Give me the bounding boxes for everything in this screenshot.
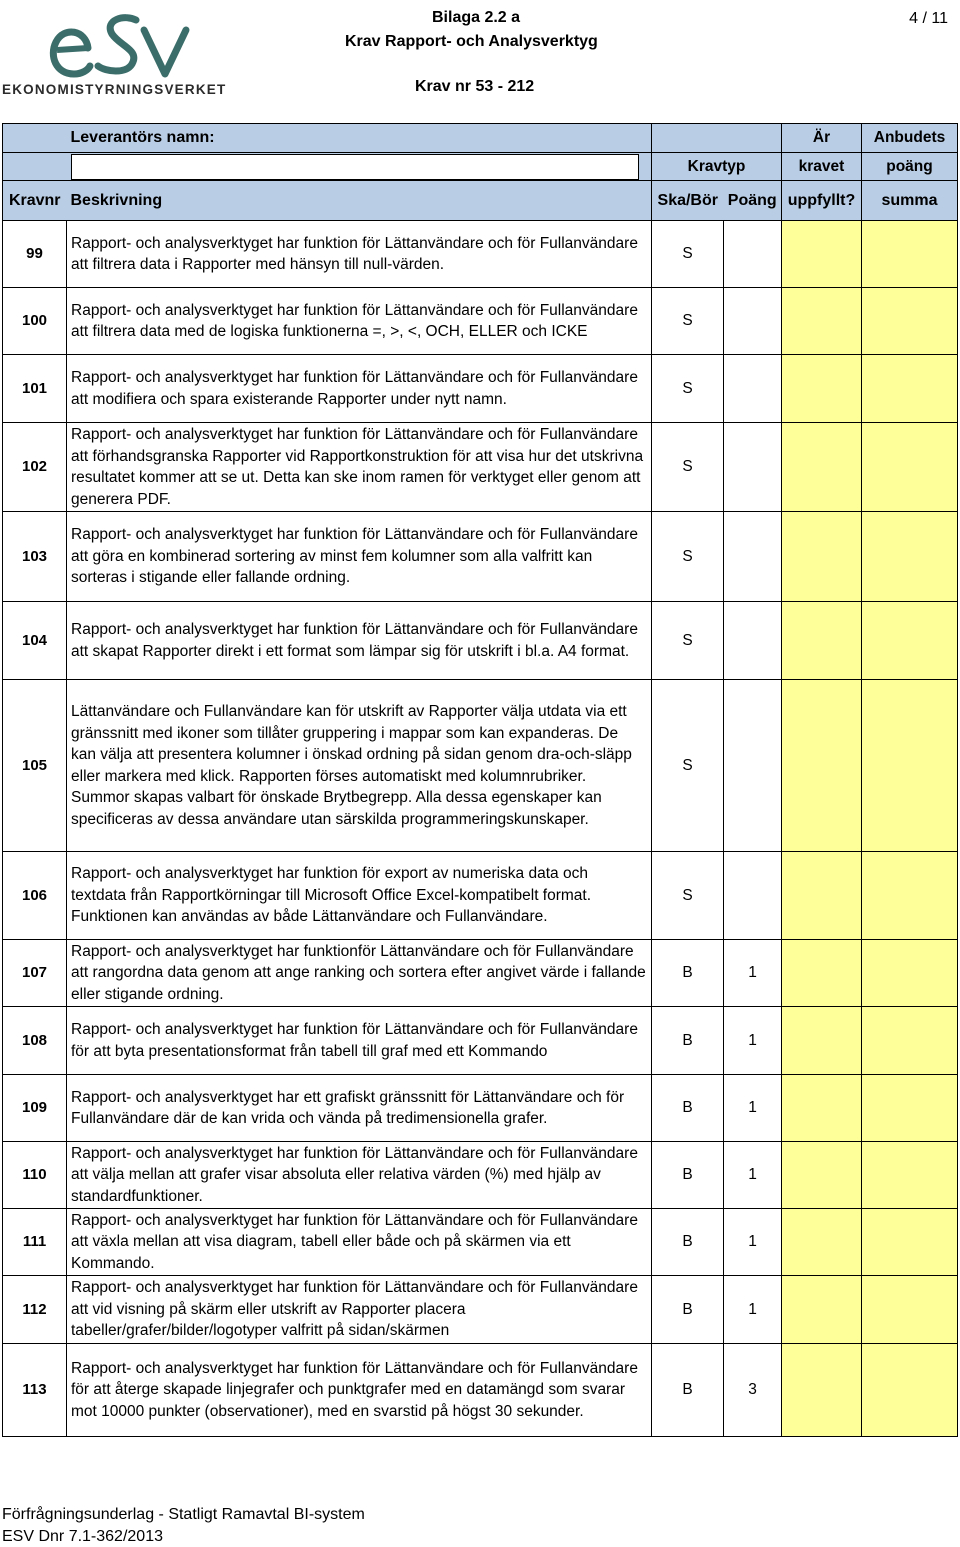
req-number: 112 — [3, 1276, 67, 1344]
req-description: Rapport- och analysverktyget har funktion för Lättanvändare och för Fullanvändare för att byta presentationsformat från tabell till graf med ett Kommando — [67, 1007, 652, 1075]
req-points: 3 — [724, 1344, 782, 1437]
req-type: B — [652, 1075, 724, 1142]
req-number: 107 — [3, 940, 67, 1007]
bid-score-input[interactable] — [862, 1344, 958, 1437]
table-row — [3, 680, 958, 852]
req-fulfilled-input[interactable] — [782, 288, 862, 355]
col-kravet: kravet — [782, 153, 862, 181]
table-row — [3, 288, 958, 355]
req-type: S — [652, 423, 724, 512]
table-row — [3, 602, 958, 680]
supplier-name-input[interactable] — [71, 154, 640, 180]
req-number: 101 — [3, 355, 67, 423]
req-fulfilled-input[interactable] — [782, 1344, 862, 1437]
supplier-name-label: Leverantörs namn: — [67, 124, 652, 153]
req-number: 108 — [3, 1007, 67, 1075]
col-poang2: poäng — [862, 153, 958, 181]
req-points: 1 — [724, 1142, 782, 1209]
req-type: S — [652, 355, 724, 423]
page-number: 4 / 11 — [909, 10, 948, 27]
req-points — [724, 288, 782, 355]
bid-score-input[interactable] — [862, 680, 958, 852]
bid-score-input[interactable] — [862, 512, 958, 602]
col-kravtyp: Kravtyp — [652, 153, 782, 181]
req-type: B — [652, 1276, 724, 1344]
req-number: 110 — [3, 1142, 67, 1209]
attachment-label: Bilaga 2.2 a — [432, 9, 521, 26]
table-row — [3, 423, 958, 512]
req-fulfilled-input[interactable] — [782, 602, 862, 680]
table-row — [3, 940, 958, 1007]
req-number: 109 — [3, 1075, 67, 1142]
requirements-table — [2, 123, 958, 1437]
table-row — [3, 1276, 958, 1344]
req-fulfilled-input[interactable] — [782, 1276, 862, 1344]
req-description: Rapport- och analysverktyget har funktion för Lättanvändare och för Fullanvändare att växla mellan att visa diagram, tabell eller både och på skärmen via ett Kommando. — [67, 1209, 652, 1276]
req-points: 1 — [724, 1075, 782, 1142]
req-description: Rapport- och analysverktyget har funktionför Lättanvändare och för Fullanvändare att rangordna data genom att ange ranking och sortera efter angivet värde i fallande eller stigande ordning. — [67, 940, 652, 1007]
req-type: B — [652, 1142, 724, 1209]
req-description: Rapport- och analysverktyget har funktion för Lättanvändare och för Fullanvändare att välja mellan att grafer visar absoluta eller relativa värden (%) med hjälp av standardfunktioner. — [67, 1142, 652, 1209]
table-row — [3, 1075, 958, 1142]
req-description: Rapport- och analysverktyget har funktion för export av numeriska data och textdata från Rapportkörningar till Microsoft Office Excel-kompatibelt format. Funktionen kan användas av både Lättanvändare och Fullanvändare. — [67, 852, 652, 940]
req-points — [724, 852, 782, 940]
header-spacer-left — [3, 124, 67, 153]
bid-score-input[interactable] — [862, 852, 958, 940]
req-type: S — [652, 221, 724, 288]
footer-title: Förfrågningsunderlag - Statligt Ramavtal BI-system — [2, 1506, 365, 1523]
req-description: Rapport- och analysverktyget har funktion för Lättanvändare och för Fullanvändare att skapat Rapporter direkt i ett format som lämpar sig för utskrift i bl.a. A4 format. — [67, 602, 652, 680]
req-fulfilled-input[interactable] — [782, 852, 862, 940]
table-row — [3, 1344, 958, 1437]
req-number: 100 — [3, 288, 67, 355]
req-points — [724, 221, 782, 288]
req-type: S — [652, 680, 724, 852]
col-anbudets: Anbudets — [862, 124, 958, 153]
table-row — [3, 852, 958, 940]
req-points — [724, 512, 782, 602]
bid-score-input[interactable] — [862, 1276, 958, 1344]
req-fulfilled-input[interactable] — [782, 1007, 862, 1075]
req-description: Rapport- och analysverktyget har funktion för Lättanvändare och för Fullanvändare att modifiera och spara existerande Rapporter under nytt namn. — [67, 355, 652, 423]
req-description: Rapport- och analysverktyget har funktion för Lättanvändare och för Fullanvändare att filtrera data med de logiska funktionerna =, >, <, OCH, ELLER och ICKE — [67, 288, 652, 355]
table-row — [3, 221, 958, 288]
req-number: 113 — [3, 1344, 67, 1437]
req-fulfilled-input[interactable] — [782, 221, 862, 288]
req-points — [724, 680, 782, 852]
table-row — [3, 1142, 958, 1209]
bid-score-input[interactable] — [862, 1142, 958, 1209]
req-description: Rapport- och analysverktyget har funktion för Lättanvändare och för Fullanvändare att förhandsgranska Rapporter vid Rapportkonstruktion för att visa hur det utskrivna resultatet kommer att se ut. Detta kan ske inom ramen för verktyget eller genom att generera PDF. — [67, 423, 652, 512]
req-points: 1 — [724, 1209, 782, 1276]
req-description: Rapport- och analysverktyget har funktion för Lättanvändare och för Fullanvändare att vid visning på skärm eller utskrift av Rapporter placera tabeller/grafer/bilder/logotyper valfritt på sidan/skärmen — [67, 1276, 652, 1344]
col-ar: Är — [782, 124, 862, 153]
col-beskrivning: Beskrivning — [67, 181, 652, 221]
col-summa: summa — [862, 181, 958, 221]
bid-score-input[interactable] — [862, 355, 958, 423]
req-description: Lättanvändare och Fullanvändare kan för utskrift av Rapporter välja utdata via ett gränssnitt med ikoner som tillåter gruppering i mappar som kan expanderas. De kan välja att presentera kolumner i önskad ordning på sidan genom dra-och-släpp eller markera med klick. Rapporten förses automatiskt med kolumnrubriker. Summor skapas valbart för önskade Brytbegrepp. Alla dessa egenskaper kan specificeras av dessa användare utan särskilda programmeringskunskaper. — [67, 680, 652, 852]
req-points: 1 — [724, 940, 782, 1007]
requirement-range: Krav nr 53 - 212 — [415, 78, 535, 95]
req-description: Rapport- och analysverktyget har ett grafiskt gränssnitt för Lättanvändare och för Fullanvändare där de kan vrida och vända på tredimensionella grafer. — [67, 1075, 652, 1142]
bid-score-input[interactable] — [862, 423, 958, 512]
table-row — [3, 512, 958, 602]
req-type: B — [652, 1007, 724, 1075]
req-number: 104 — [3, 602, 67, 680]
req-number: 102 — [3, 423, 67, 512]
logo-wordmark: EKONOMISTYRNINGSVERKET — [2, 82, 227, 97]
req-points: 1 — [724, 1276, 782, 1344]
req-fulfilled-input[interactable] — [782, 423, 862, 512]
req-fulfilled-input[interactable] — [782, 940, 862, 1007]
req-points — [724, 355, 782, 423]
req-description: Rapport- och analysverktyget har funktion för Lättanvändare och för Fullanvändare att filtrera data i Rapporter med hänsyn till null-värden. — [67, 221, 652, 288]
col-poang: Poäng — [724, 181, 782, 221]
footer-dnr: ESV Dnr 7.1-362/2013 — [2, 1528, 163, 1545]
bid-score-input[interactable] — [862, 1209, 958, 1276]
bid-score-input[interactable] — [862, 221, 958, 288]
bid-score-input[interactable] — [862, 940, 958, 1007]
req-description: Rapport- och analysverktyget har funktion för Lättanvändare och för Fullanvändare för att återge skapade linjegrafer och punktgrafer med en datamängd som svarar mot 10000 punkter (observationer), med en svarstid på högst 30 sekunder. — [67, 1344, 652, 1437]
table-row — [3, 1209, 958, 1276]
bid-score-input[interactable] — [862, 1075, 958, 1142]
req-points: 1 — [724, 1007, 782, 1075]
req-type: B — [652, 940, 724, 1007]
req-fulfilled-input[interactable] — [782, 1075, 862, 1142]
req-fulfilled-input[interactable] — [782, 512, 862, 602]
req-number: 99 — [3, 221, 67, 288]
table-row — [3, 355, 958, 423]
table-row — [3, 1007, 958, 1075]
req-number: 103 — [3, 512, 67, 602]
req-number: 111 — [3, 1209, 67, 1276]
req-points — [724, 602, 782, 680]
col-uppfyllt: uppfyllt? — [782, 181, 862, 221]
req-fulfilled-input[interactable] — [782, 1142, 862, 1209]
col-kravnr: Kravnr — [3, 181, 67, 221]
req-fulfilled-input[interactable] — [782, 355, 862, 423]
req-fulfilled-input[interactable] — [782, 1209, 862, 1276]
req-type: S — [652, 288, 724, 355]
req-type: S — [652, 602, 724, 680]
bid-score-input[interactable] — [862, 602, 958, 680]
bid-score-input[interactable] — [862, 1007, 958, 1075]
req-type: B — [652, 1344, 724, 1437]
req-fulfilled-input[interactable] — [782, 680, 862, 852]
req-description: Rapport- och analysverktyget har funktion för Lättanvändare och för Fullanvändare att göra en kombinerad sortering av minst fem kolumner som alla valfritt kan sorteras i stigande eller fallande ordning. — [67, 512, 652, 602]
req-number: 106 — [3, 852, 67, 940]
req-points — [724, 423, 782, 512]
req-type: S — [652, 512, 724, 602]
req-type: S — [652, 852, 724, 940]
req-number: 105 — [3, 680, 67, 852]
document-title: Krav Rapport- och Analysverktyg — [345, 33, 598, 50]
bid-score-input[interactable] — [862, 288, 958, 355]
col-skabor: Ska/Bör — [652, 181, 724, 221]
req-type: B — [652, 1209, 724, 1276]
